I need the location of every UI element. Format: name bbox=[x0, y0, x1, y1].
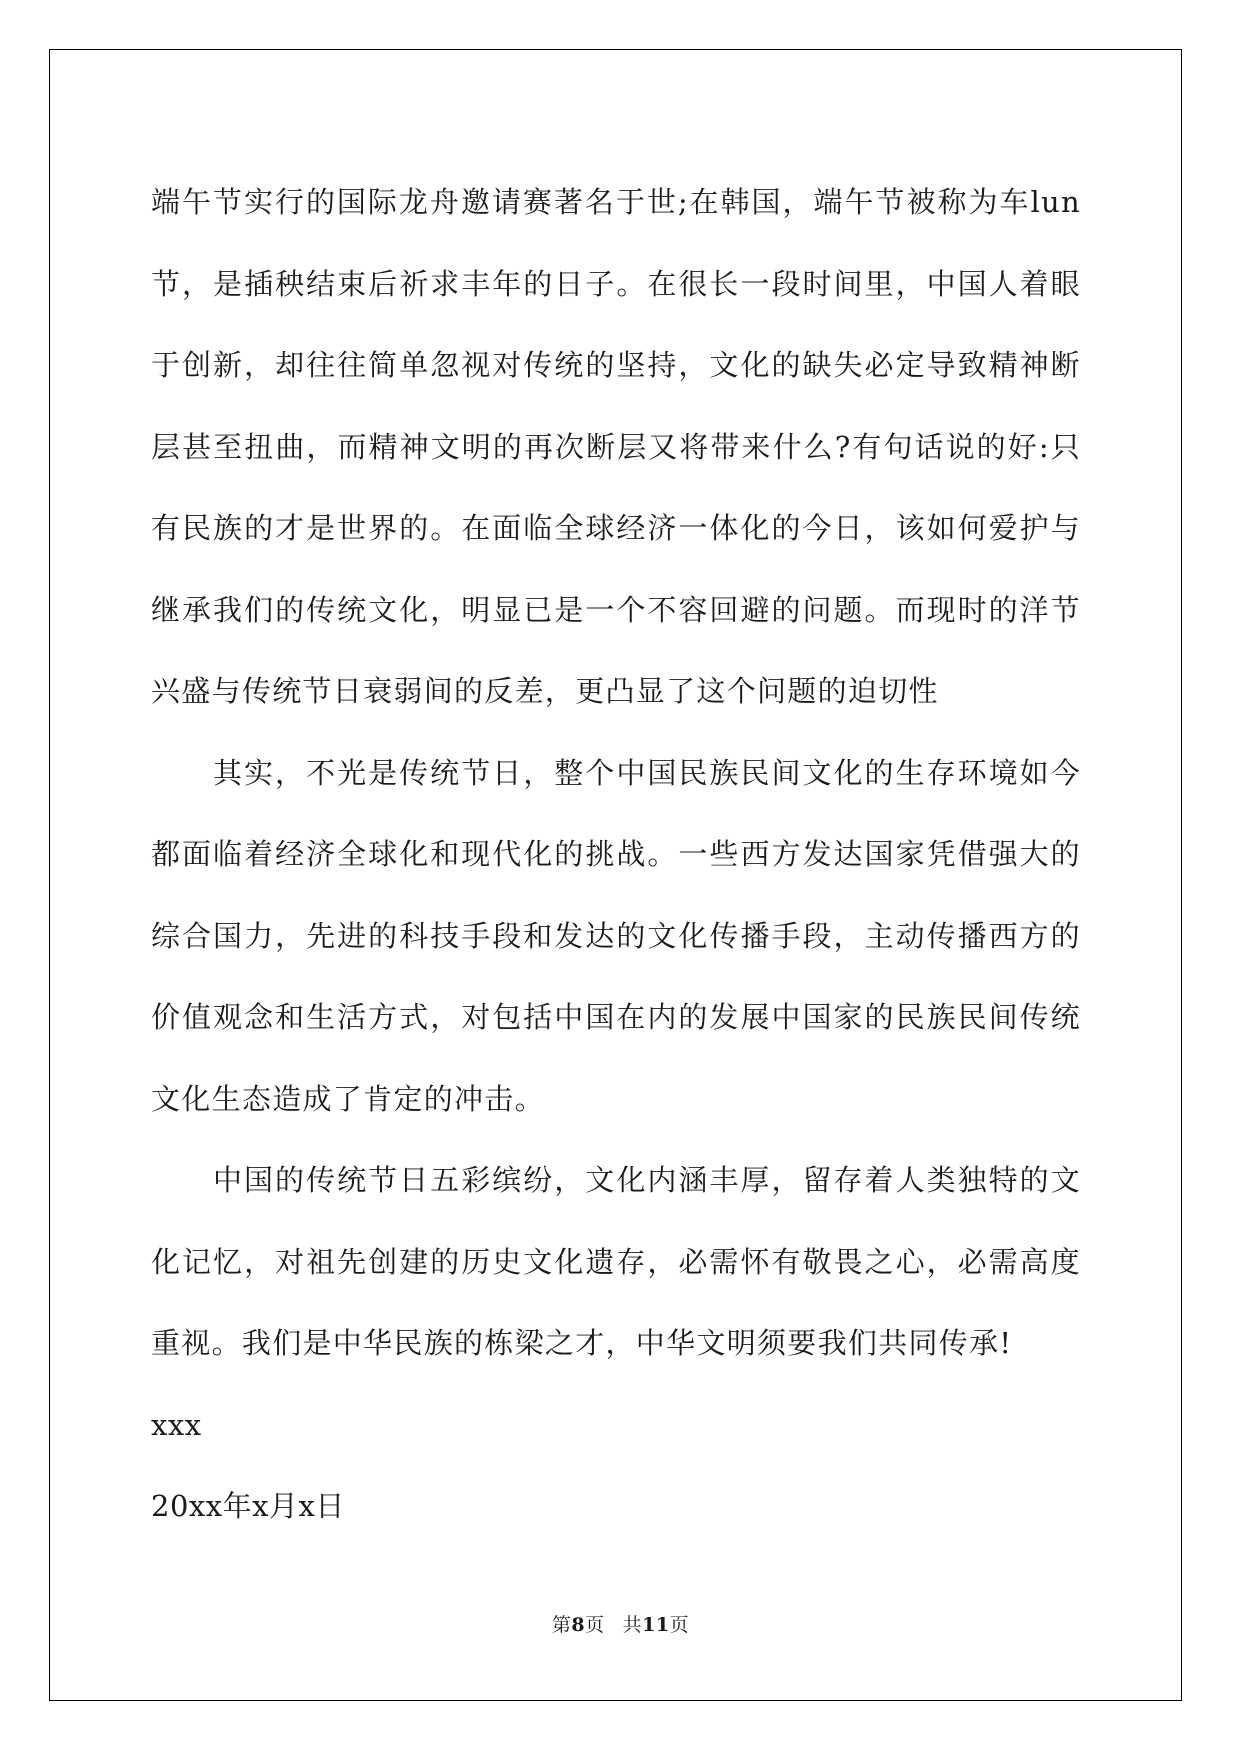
paragraph-3: 中国的传统节日五彩缤纷，文化内涵丰厚，留存着人类独特的文化记忆，对祖先创建的历史文化遗存，必需怀有敬畏之心，必需高度重视。我们是中华民族的栋梁之才，中华文明须要我们共同传承! bbox=[151, 1163, 1081, 1360]
page-suffix: 页 bbox=[585, 1614, 605, 1636]
page-prefix: 第 bbox=[551, 1614, 572, 1636]
paragraph-2: 其实，不光是传统节日，整个中国民族民间文化的生存环境如今都面临着经济全球化和现代化的挑战。一些西方发达国家凭借强大的综合国力，先进的科技手段和发达的文化传播手段，主动传播西方的价值观念和生活方式，对包括中国在内的发展中国家的民族民间传统文化生态造成了肯定的冲击。 bbox=[151, 755, 1081, 1116]
page-number: 8 bbox=[571, 1614, 586, 1636]
page-footer bbox=[0, 1610, 1241, 1637]
paragraph-1: 端午节实行的国际龙舟邀请赛著名于世;在韩国，端午节被称为车lun节，是插秧结束后祈求丰年的日子。在很长一段时间里，中国人着眼于创新，却往往简单忽视对传统的坚持，文化的缺失必定导致精神断层甚至扭曲，而精神文明的再次断层又将带来什么?有句话说的好:只有民族的才是世界的。在面临全球经济一体化的今日，该如何爱护与继承我们的传统文化，明显已是一个不容回避的问题。而现时的洋节兴盛与传统节日衰弱间的反差，更凸显了这个问题的迫切性 bbox=[151, 185, 1081, 708]
document-body bbox=[151, 162, 1081, 1548]
date-line: 20xx年x月x日 bbox=[151, 1489, 345, 1523]
total-prefix: 共 bbox=[622, 1614, 643, 1636]
total-suffix: 页 bbox=[669, 1614, 690, 1636]
total-pages: 11 bbox=[642, 1614, 670, 1636]
signature: xxx bbox=[151, 1407, 202, 1442]
